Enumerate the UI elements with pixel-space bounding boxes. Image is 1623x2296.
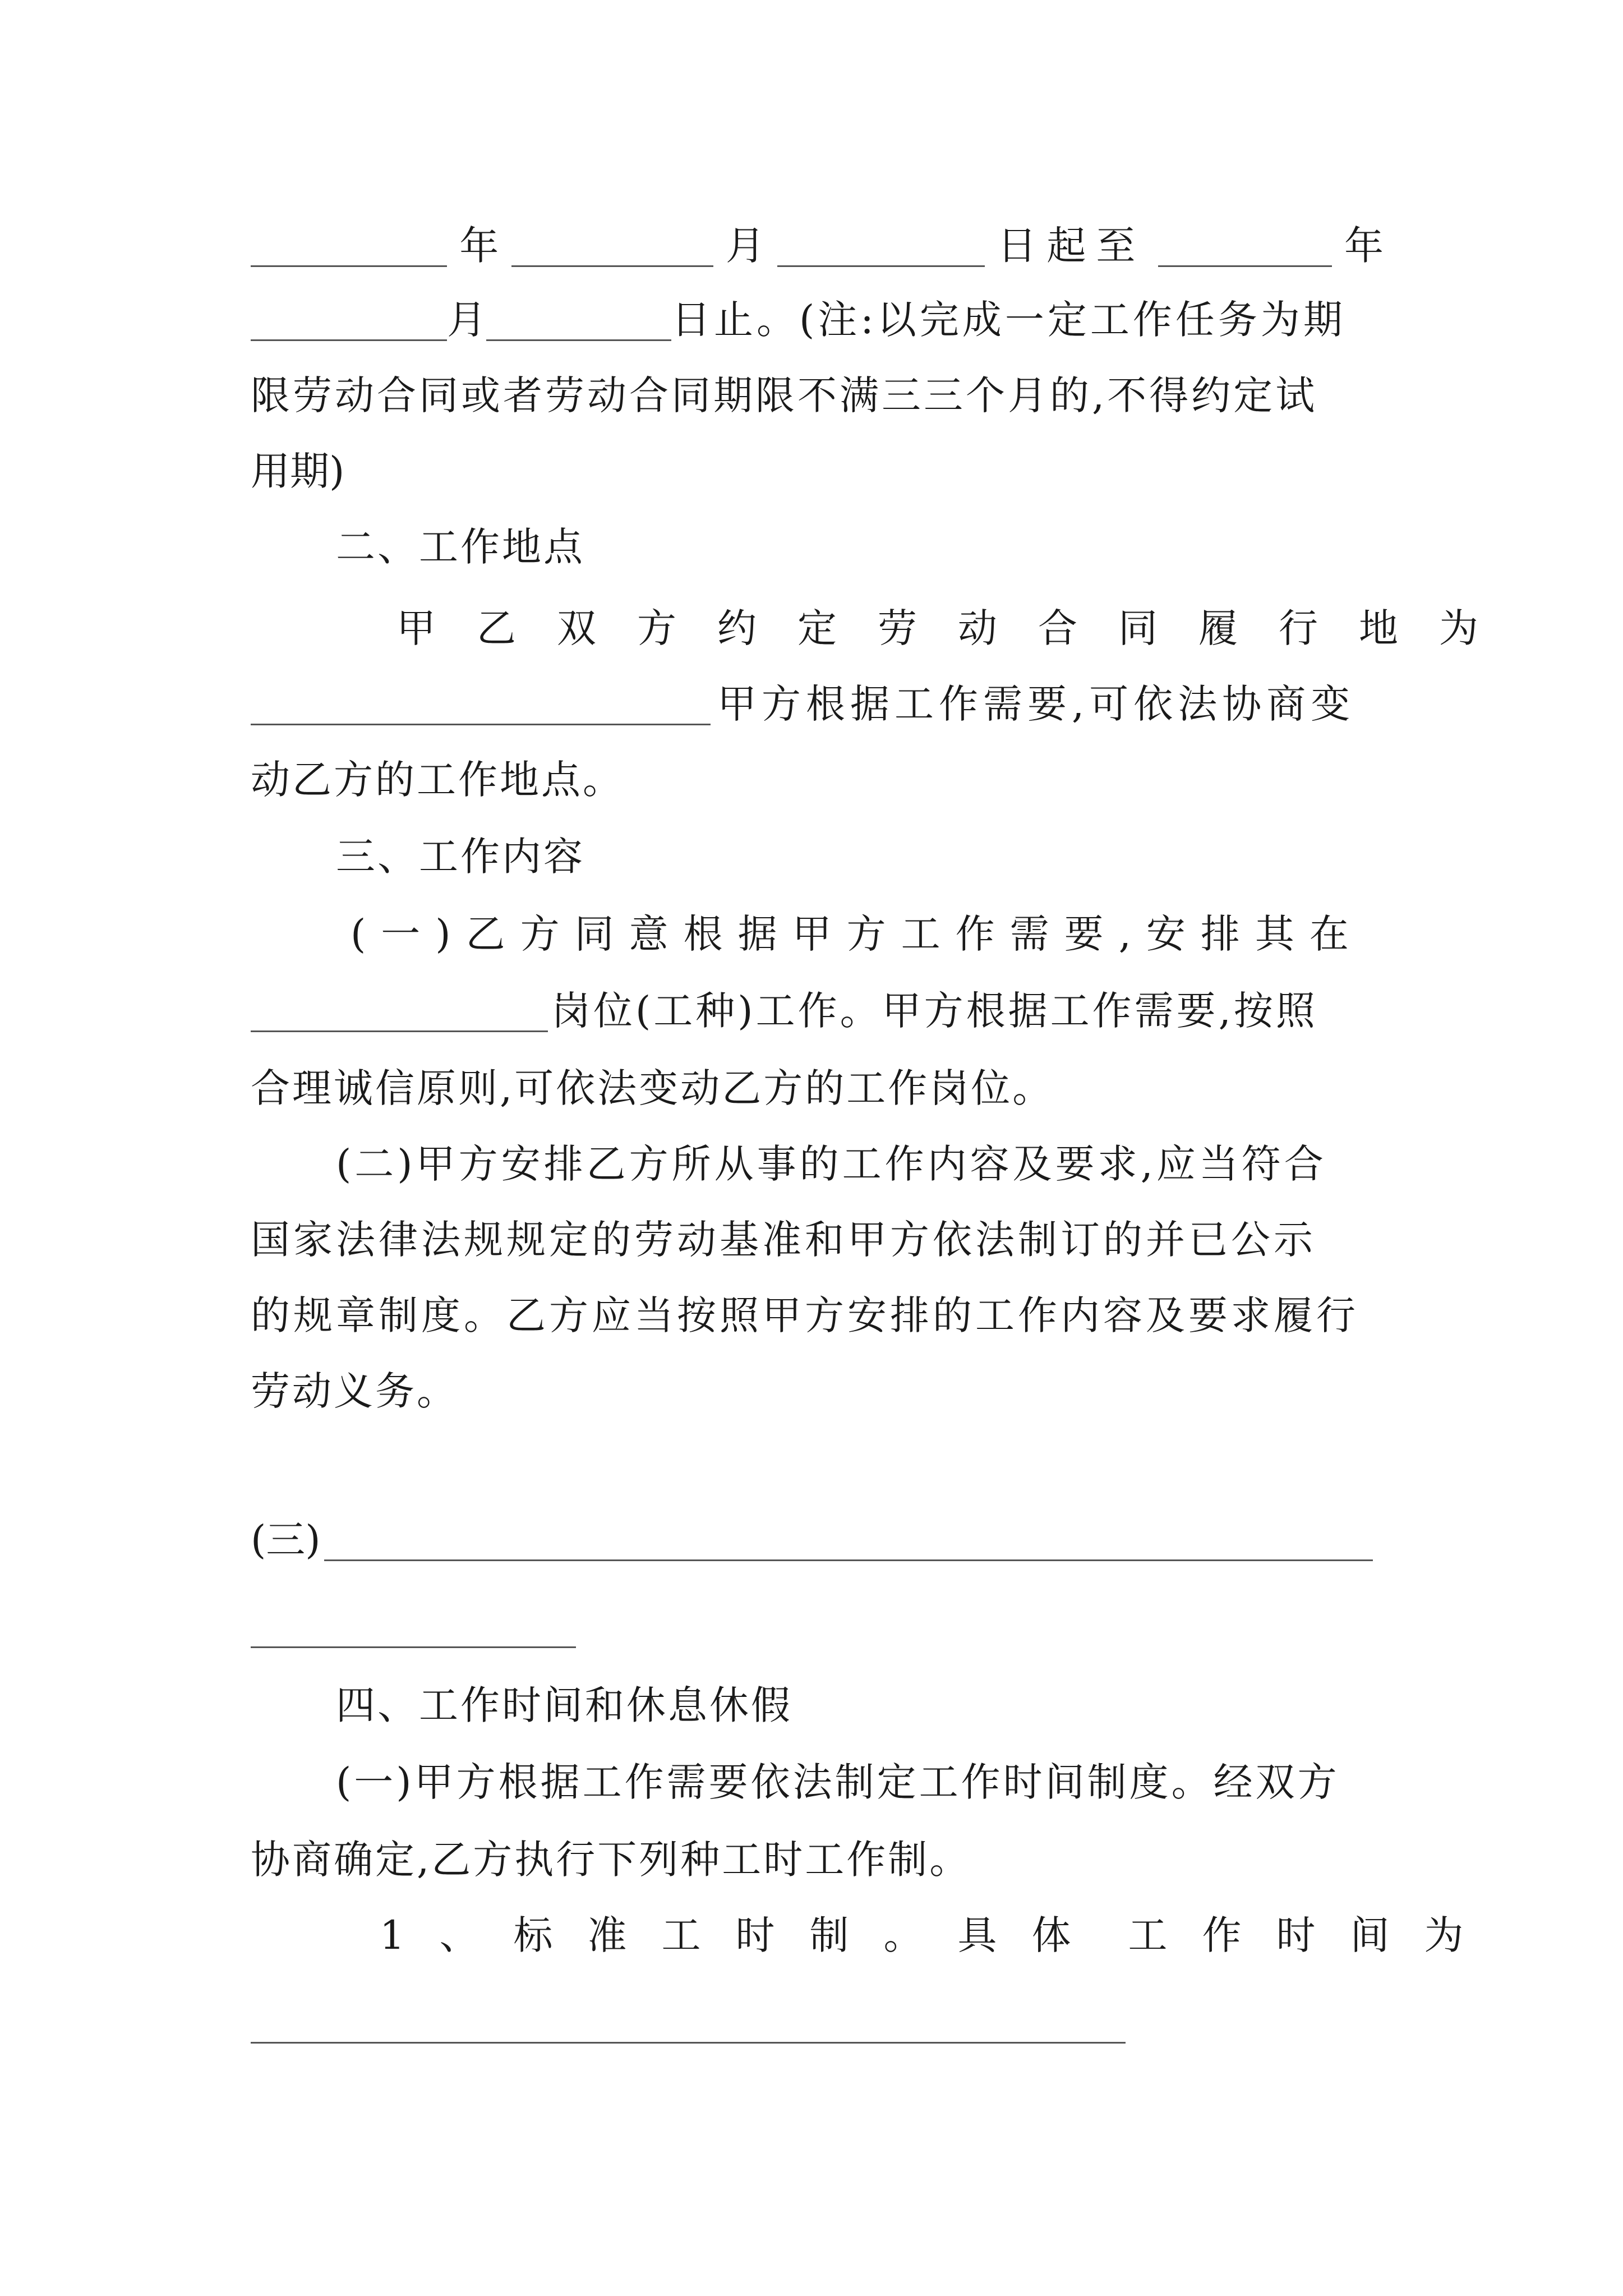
year-blank[interactable] [251, 225, 447, 267]
section-heading-work-hours: 四、工作时间和休息休假 [336, 1682, 792, 1728]
paragraph-line: 合理诚信原则,可依法变动乙方的工作岗位。 [251, 1065, 1054, 1111]
paragraph-line: 限劳动合同或者劳动合同期限不满三三个月的,不得约定试 [251, 372, 1318, 418]
section-heading-work-location: 二、工作地点 [336, 524, 585, 570]
end-day-blank[interactable] [486, 299, 671, 341]
section-heading-work-content: 三、工作内容 [336, 834, 585, 880]
paragraph-line: 甲乙双方约定劳动合同履行地为 [396, 605, 1519, 651]
end-year-blank[interactable] [1158, 225, 1332, 267]
position-line [251, 977, 1384, 1045]
term-dates-line [251, 212, 1384, 279]
work-location-note: 甲方根据工作需要,可依法协商变 [717, 681, 1355, 727]
paragraph-line: 的规章制度。乙方应当按照甲方安排的工作内容及要求履行 [251, 1292, 1359, 1338]
paragraph-line: (一)乙方同意根据甲方工作需要,安排其在 [351, 911, 1364, 957]
day-from-label: 日起至 [997, 223, 1146, 269]
month-label: 月 [725, 223, 765, 269]
paragraph-line: 协商确定,乙方执行下列种工时工作制。 [251, 1837, 971, 1883]
end-month-blank[interactable] [251, 299, 447, 341]
paragraph-line: 国家法律法规规定的劳动基准和甲方依法制订的并已公示 [251, 1217, 1316, 1263]
standard-hours-line [251, 1902, 1498, 1969]
paragraph-line: 劳动义务。 [251, 1368, 458, 1414]
work-location-blank[interactable] [251, 683, 711, 725]
item-three-continuation [251, 1593, 1384, 1660]
month-blank[interactable] [511, 225, 713, 267]
work-location-line [251, 670, 1384, 738]
item-three-label: (三) [251, 1517, 321, 1563]
item-three-line [251, 1506, 1384, 1573]
paragraph-line: (二)甲方安排乙方所从事的工作内容及要求,应当符合 [336, 1141, 1327, 1187]
item-three-blank-continued[interactable] [251, 1606, 576, 1648]
standard-hours-blank-line [251, 1989, 1384, 2056]
paragraph-line: (一)甲方根据工作需要依法制定工作时间制度。经双方 [336, 1759, 1340, 1805]
day-blank[interactable] [777, 225, 985, 267]
end-day-note: 日止。(注:以完成一定工作任务为期 [671, 297, 1346, 343]
position-note: 岗位(工种)工作。甲方根据工作需要,按照 [551, 988, 1318, 1034]
year-label: 年 [459, 223, 499, 269]
standard-hours-blank[interactable] [251, 2001, 1126, 2044]
position-blank[interactable] [251, 990, 548, 1032]
paragraph-line: 动乙方的工作地点。 [251, 757, 624, 803]
term-end-line [251, 286, 1384, 353]
end-year-label: 年 [1344, 223, 1384, 269]
standard-hours-label: 1、标准工时制。具体 [380, 1912, 1106, 1958]
standard-hours-tail: 工作时间为 [1128, 1912, 1498, 1958]
paragraph-line: 用期) [251, 448, 345, 494]
item-three-blank[interactable] [324, 1519, 1373, 1561]
end-month-label: 月 [447, 297, 486, 343]
